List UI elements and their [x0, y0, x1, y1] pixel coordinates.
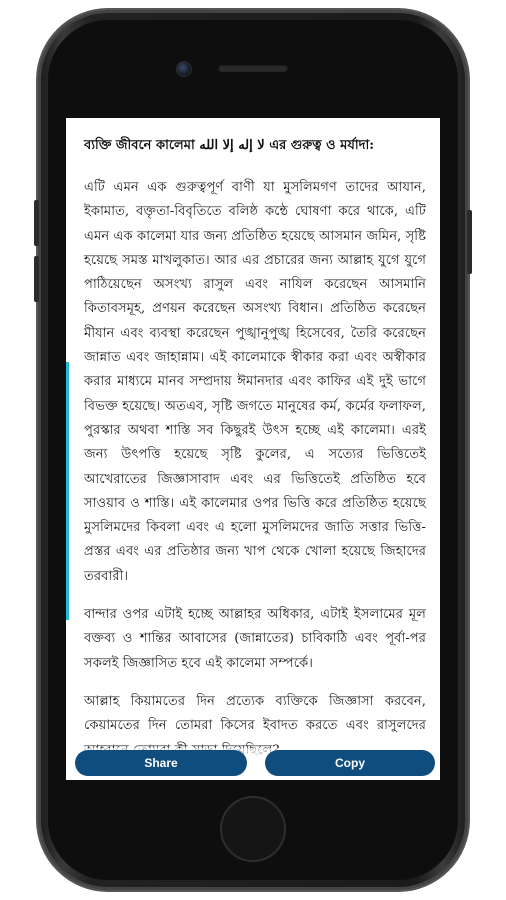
home-button[interactable]	[220, 796, 286, 862]
copy-button[interactable]: Copy	[265, 750, 435, 776]
article-paragraph: বান্দার ওপর এটাই হচ্ছে আল্লাহর অধিকার, এটাই ইসলামের মূল বক্তব্য ও শান্তির আবাসের (জান্নাতের) চাবিকাঠি এবং পূর্বা-পর সকলই জিজ্ঞাসিত হবে এই কালেমা সম্পর্কে।	[84, 607, 426, 671]
volume-up-button	[34, 200, 39, 246]
front-camera-icon	[176, 61, 192, 77]
article-body[interactable]	[84, 176, 426, 777]
article-paragraph: এটি এমন এক গুরুত্বপূর্ণ বাণী যা মুসলিমগণ তাদের আযান, ইকামাত, বক্তৃতা-বিবৃতিতে বলিষ্ঠ কন্ঠে ঘোষণা করে থাকে, এটি এমন এক কালেমা যার জন্য প্রতিষ্ঠিত হয়েছে আসমান জমিন, সৃষ্টি হয়েছে সমস্ত মাখলুকাত। আর এর প্রচারের জন্য আল্লাহ যুগে যুগে পাঠিয়েছেন অসংখ্য রাসুল এবং নাযিল করেছেন আসমানি কিতাবসমূহ, প্রণয়ন করেছেন অসংখ্য বিধান। প্রতিষ্ঠিত করেছেন মীযান এবং ব্যবস্থা করেছেন পুঙ্খানুপুঙ্খ হিসেবের, তৈরি করেছেন জান্নাত এবং জাহান্নাম। এই কালেমাকে স্বীকার করা এবং অস্বীকার করার মাধ্যমে মানব সম্প্রদায় ঈমানদার এবং কাফির এই দুই ভাগে বিভক্ত হয়েছে। অতএব, সৃষ্টি জগতে মানুষের কর্ম, কর্মের ফলাফল, পুরস্কার অথবা শাস্তি সব কিছুরই উৎস হচ্ছে এই কালেমা। এরই জন্য উৎপত্তি হয়েছে সৃষ্টি কুলের, এ সত্যের ভিত্তিতেই আখেরাতের জিজ্ঞাসাবাদ এবং এর ভিত্তিতেই প্রতিষ্ঠিত হবে সাওয়াব ও শাস্তি। এই কালেমার ওপর ভিত্তি করে প্রতিষ্ঠিত হয়েছে মুসলিমদের কিবলা এবং এ হলো মুসলিমদের জাতি সত্তার ভিত্তি-প্রস্তর এবং এর প্রতিষ্ঠার জন্য খাপ থেকে খোলা হয়েছে জিহাদের তরবারী।	[84, 180, 426, 584]
volume-down-button	[34, 256, 39, 302]
power-button	[467, 210, 472, 274]
earpiece-speaker	[218, 64, 288, 72]
scroll-indicator	[66, 362, 69, 620]
article-paragraph: আল্লাহ কিয়ামতের দিন প্রত্যেক ব্যক্তিকে জিজ্ঞাসা করবেন, কেয়ামতের দিন তোমরা কিসের ইবাদত করতে এবং রাসুলদের	[84, 693, 426, 734]
app-screen	[66, 118, 440, 780]
share-button[interactable]: Share	[75, 750, 247, 776]
article-heading: ব্যক্তি জীবনে কালেমা لا إله إلا الله এর গুরুত্ব ও মর্যাদা:	[84, 138, 375, 153]
